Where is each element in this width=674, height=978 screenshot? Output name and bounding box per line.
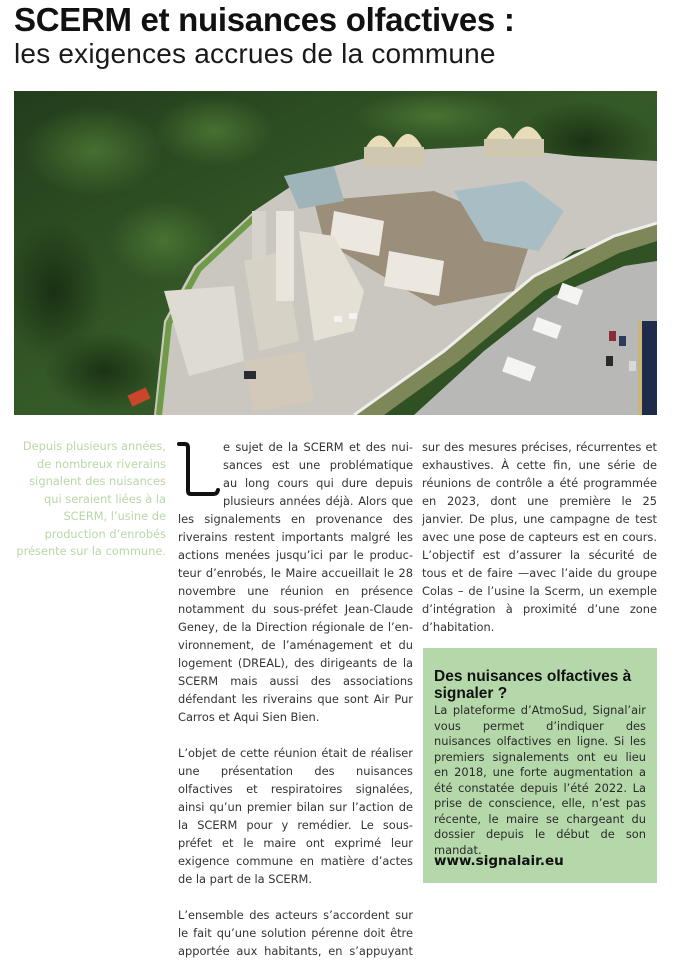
lead-paragraph: Depuis plusieurs années, de nombreux riverains signalent des nuisances qui seraient liées à la SCERM, l’usine de production d’enrobés présente sur la commune. bbox=[16, 439, 166, 558]
article-subtitle: les exigences accrues de la commune bbox=[14, 38, 496, 69]
drop-cap-l-icon bbox=[176, 440, 220, 498]
signalair-info-box bbox=[423, 648, 657, 883]
info-box-title: Des nuisances olfactives à signaler ? bbox=[434, 668, 632, 702]
aerial-photo-asphalt-plant-icon bbox=[14, 91, 657, 415]
article-column-1 bbox=[178, 438, 413, 978]
info-box-text: La plateforme d’AtmoSud, Signal’air vous permet d’indiquer des nuisances olfactives en ligne. Si les premiers signalements ont eu lieu en 2018, une forte augmentation a été constatée depuis l’été 2022. La prise de conscience, elle, n’est pas récente, le maire se chargeant du dossier depuis le début de son mandat. bbox=[434, 703, 646, 857]
article-title: SCERM et nuisances olfactives : bbox=[14, 1, 515, 38]
body-paragraph-3-continued: sur des mesures précises, récurrentes et exhaustives. À cette fin, une série de réunions de contrôle a été programmée en 2023, dont une première le 25 janvier. De plus, une campagne de test avec une pose de capteurs est en cours. L’objectif est d’assurer la sécurité de tous et de faire —avec l’aide du groupe Colas – de l’usine la Scerm, un exemple d’intégration à proximité d’une zone d’habitation. bbox=[422, 440, 657, 634]
drop-cap bbox=[176, 440, 220, 498]
body-paragraph-1 bbox=[178, 438, 413, 726]
aerial-photo bbox=[14, 91, 657, 415]
body-paragraph-2: L’objet de cette réunion était de réaliser une présentation des nuisances olfactives et respiratoires signalées, ainsi qu’un premier bilan sur l’action de la SCERM pour y remédier. Le sous-préfet et le maire ont exprimé leur exigence commune en matière d’actes de la part de la SCERM. bbox=[178, 746, 413, 886]
article-column-2 bbox=[422, 438, 657, 654]
body-paragraph-3: L’ensemble des acteurs s’accordent sur le fait qu’une solution pérenne doit être apportée aux habitants, en s’appuyant bbox=[178, 908, 413, 958]
body-paragraph-1-text: e sujet de la SCERM et des nuisances est une problématique au long cours qui dure depuis plusieurs années déjà. Alors que les signalements en provenance des riverains restent importants malgré les actions menées jusqu’ici par le producteur d’enrobés, le Maire accueillait le 28 novembre une réunion en présence notamment du sous-préfet Jean-Claude Geney, de la Direction régionale de l’environnement, de l’aménagement et du logement (DREAL), des dirigeants de la SCERM mais aussi des associations défendant les riverains que sont Air Pur Carros et Aqui Sien Bien. bbox=[178, 440, 413, 724]
signalair-link[interactable]: www.signalair.eu bbox=[434, 853, 564, 869]
